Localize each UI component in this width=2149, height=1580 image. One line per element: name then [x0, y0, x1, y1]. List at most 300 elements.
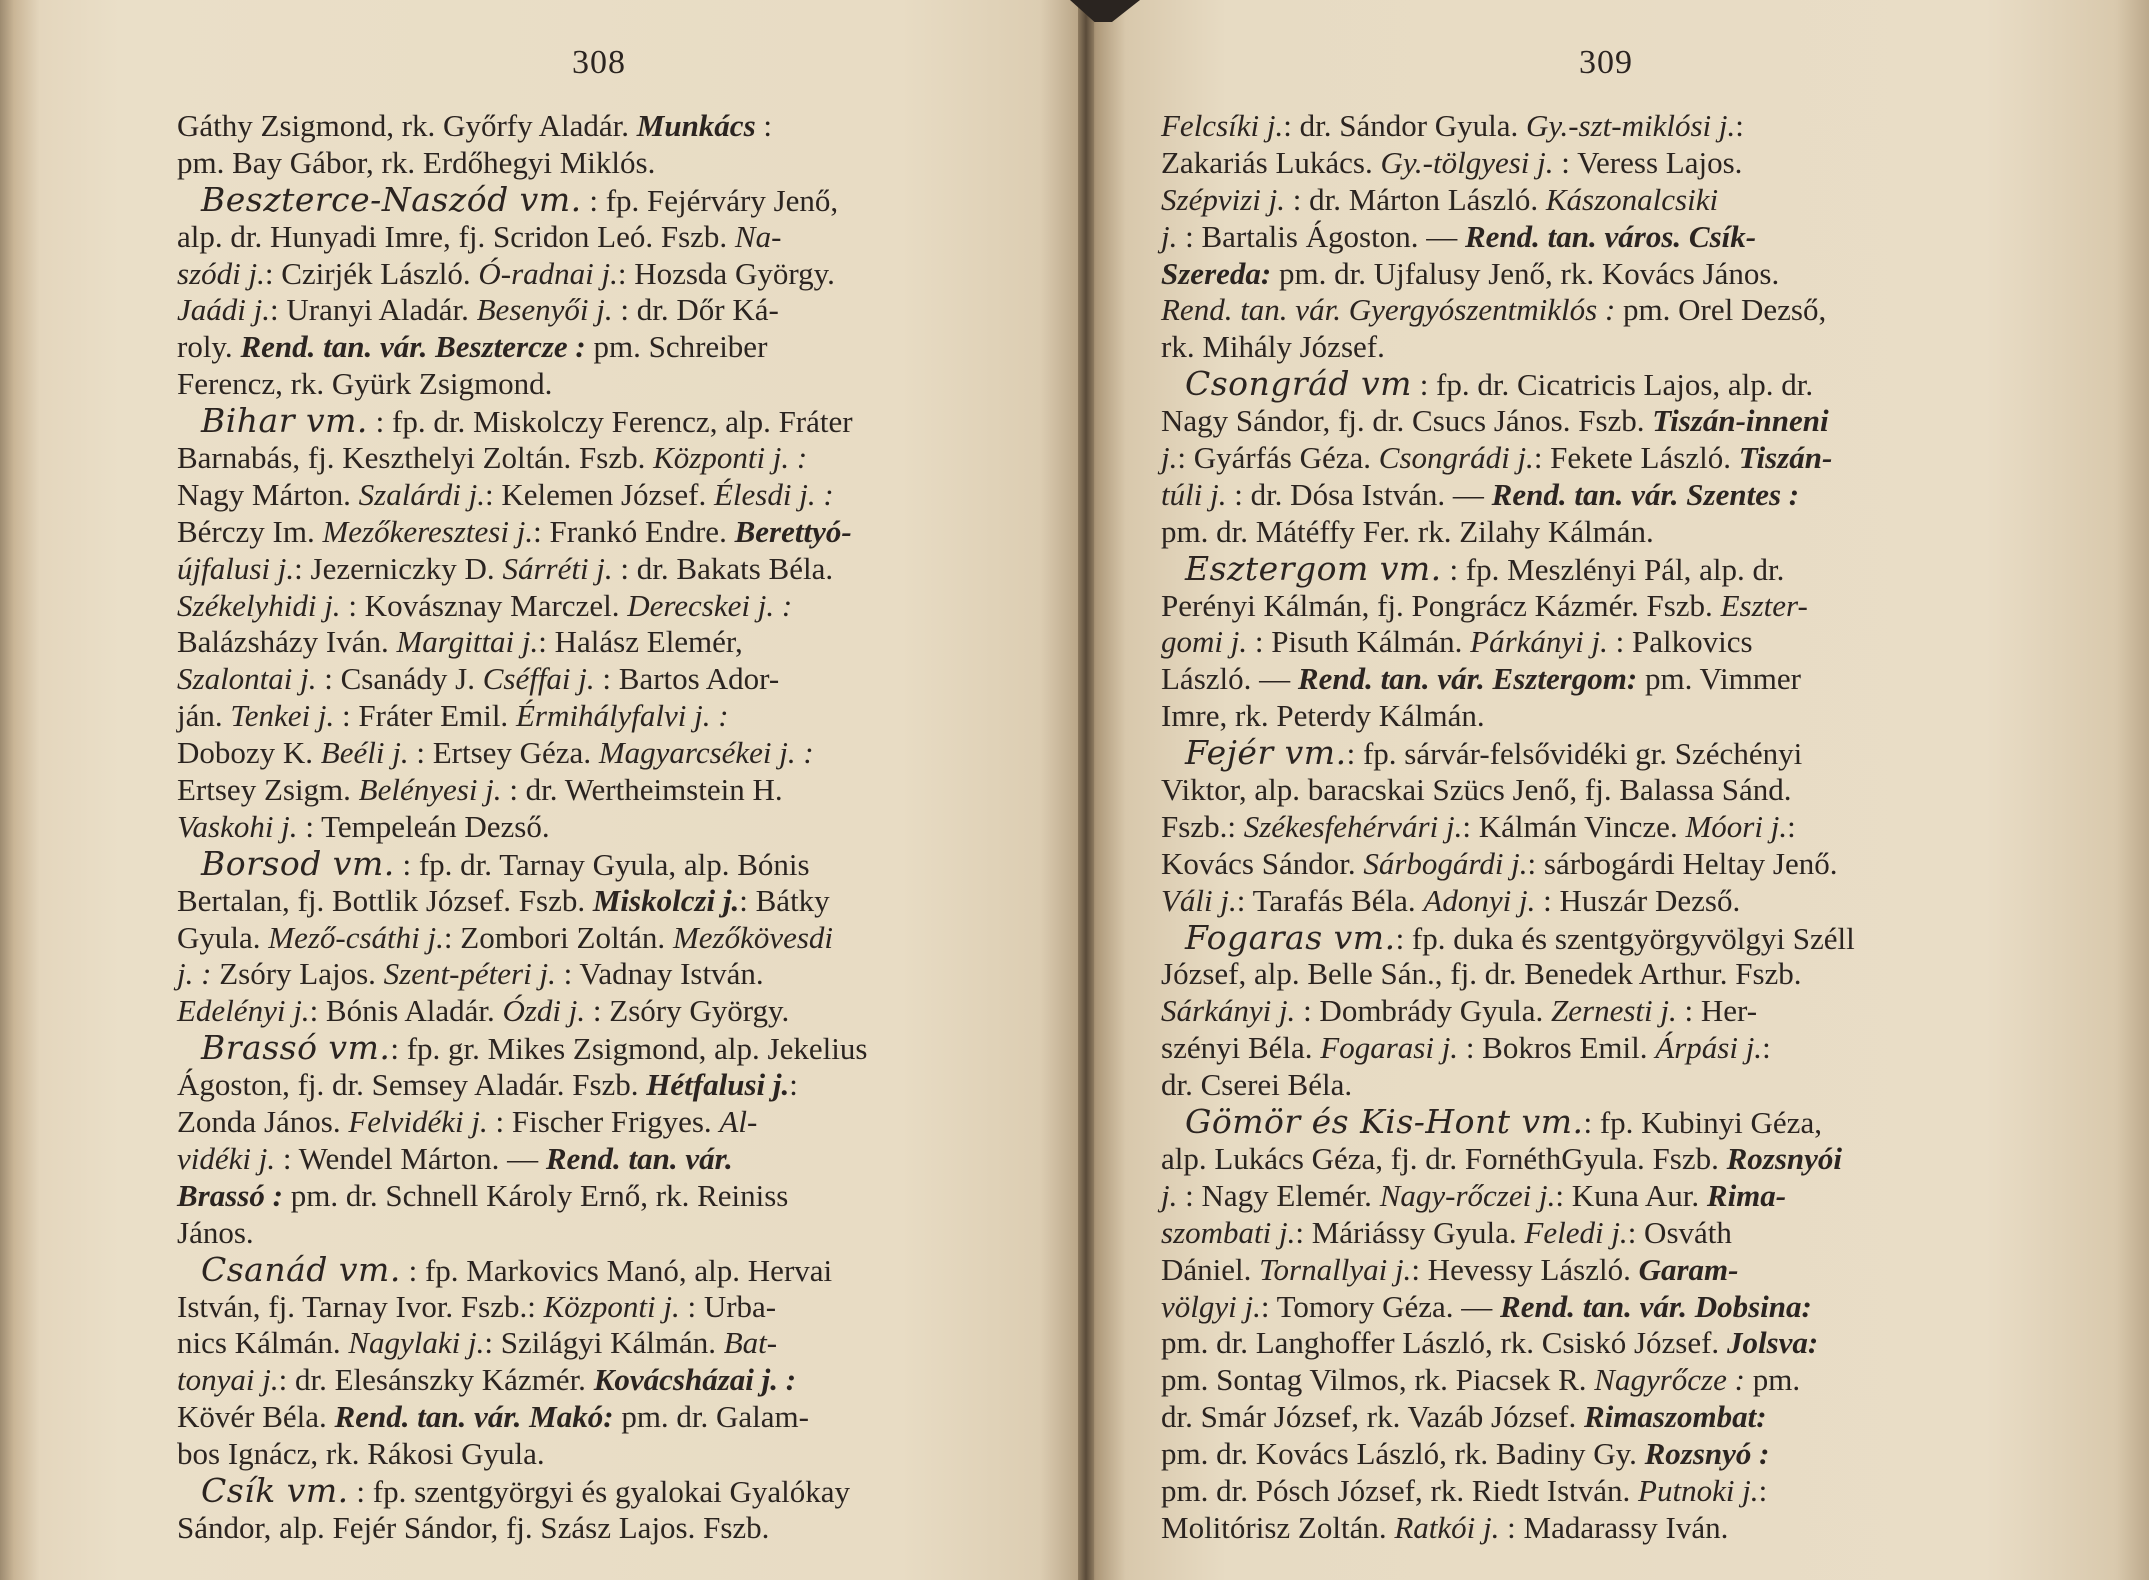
text-line [1161, 772, 1855, 809]
text-segment: Székesfehérvári j. [1243, 808, 1463, 844]
text-segment: Mezőkövesdi [672, 919, 834, 955]
text-segment: bos Ignácz, rk. Rákosi Gyula. [177, 1436, 545, 1472]
text-segment: Központi j. : [653, 440, 808, 476]
text-segment: : Bokros Emil. [1458, 1030, 1656, 1066]
text-line [1161, 108, 1855, 145]
text-line [177, 956, 867, 993]
text-segment: Párkányi j. [1470, 624, 1608, 660]
text-line [1161, 993, 1855, 1030]
text-line [1161, 956, 1855, 993]
text-segment: Felvidéki j. [348, 1104, 488, 1140]
text-segment: : Fischer Frigyes. [487, 1104, 720, 1140]
county-heading: Bihar vm. [201, 401, 368, 441]
text-segment: Miskolczi j. [592, 882, 740, 918]
text-line [177, 551, 867, 588]
text-segment: Szalárdi j. [358, 476, 485, 512]
text-segment: Zernesti j. [1551, 993, 1677, 1029]
text-segment: János. [177, 1214, 254, 1250]
text-segment: : Zsóry György. [585, 993, 790, 1029]
text-line [177, 735, 867, 772]
text-segment: Al- [719, 1104, 758, 1140]
text-segment: : Ertsey Géza. [408, 735, 599, 771]
text-segment: : Szilágyi Kálmán. [484, 1325, 724, 1361]
text-line [1161, 477, 1855, 514]
text-line [177, 1325, 867, 1362]
text-segment: Sándor, alp. Fejér Sándor, fj. Szász Lajos. Fszb. [177, 1509, 770, 1545]
text-line [177, 179, 867, 219]
text-segment: pm. dr. Kovács László, rk. Badiny Gy. [1161, 1436, 1645, 1472]
text-segment: : dr. Bakats Béla. [612, 550, 834, 586]
text-line [177, 1470, 867, 1510]
text-segment: pm. dr. Schnell Károly Ernő, rk. Reiniss [282, 1177, 789, 1213]
right-page [1086, 0, 2149, 1580]
text-segment: völgyi j. [1161, 1288, 1261, 1324]
text-segment: Szereda: [1161, 255, 1272, 291]
text-segment: : dr. Sándor Gyula. [1283, 108, 1527, 143]
text-segment: Rend. tan. vár. Szentes : [1491, 476, 1800, 512]
text-line [177, 1215, 867, 1252]
page-number: 308 [572, 44, 626, 81]
text-segment: alp. dr. Hunyadi Imre, fj. Scridon Leó. Fszb. [177, 218, 735, 254]
text-segment: : Zombori Zoltán. [443, 919, 673, 955]
text-line [177, 366, 867, 403]
text-segment: Ágoston, fj. dr. Semsey Aladár. Fszb. [177, 1067, 647, 1103]
text-segment: Központi j. [543, 1288, 680, 1324]
text-segment: : fp. dr. Miskolczy Ferencz, alp. Fráter [367, 404, 853, 440]
text-segment: Gy.-szt-miklósi j. [1526, 108, 1736, 143]
page-number: 309 [1579, 44, 1633, 81]
text-segment: : dr. Dőr Ká- [612, 292, 779, 328]
text-segment: pm. dr. Mátéffy Fer. rk. Zilahy Kálmán. [1161, 513, 1654, 549]
text-segment: Bérczy Im. [177, 513, 323, 549]
text-segment: : Fráter Emil. [334, 698, 516, 734]
text-segment: : Her- [1676, 993, 1758, 1029]
text-segment: : fp. sárvár-felsővidéki gr. Széchényi [1346, 736, 1803, 772]
text-segment: Berettyó- [734, 513, 852, 549]
text-line [1161, 1325, 1855, 1362]
text-line [177, 514, 867, 551]
page-text-block [1161, 108, 1855, 1547]
text-segment: : Gyárfás Géza. [1177, 440, 1379, 476]
text-segment: pm. Sontag Vilmos, rk. Piacsek R. [1161, 1362, 1595, 1398]
text-segment: Ózdi j. [502, 993, 586, 1029]
text-segment: Viktor, alp. baracskai Szücs Jenő, fj. Balassa Sánd. [1161, 772, 1792, 808]
text-segment: : Nagy Elemér. [1177, 1177, 1380, 1213]
text-segment: pm. dr. Ujfalusy Jenő, rk. Kovács János. [1271, 255, 1780, 291]
text-segment: : [1758, 1472, 1768, 1508]
text-segment: : Urba- [679, 1288, 777, 1324]
text-line [1161, 1510, 1855, 1547]
text-line [1161, 256, 1855, 293]
text-segment: Balázsházy Iván. [177, 624, 397, 660]
text-segment: szombati j. [1161, 1214, 1296, 1250]
text-segment: Jolsva: [1726, 1325, 1819, 1361]
text-segment: j. [1161, 1177, 1178, 1213]
text-line [177, 1289, 867, 1326]
text-segment: : Kovásznay Marczel. [340, 587, 628, 623]
text-segment: : fp. gr. Mikes Zsigmond, alp. Jekelius [390, 1031, 868, 1067]
text-segment: : Madarassy Iván. [1499, 1509, 1729, 1545]
county-heading: Fogaras vm. [1185, 917, 1396, 957]
county-heading: Gömör és Kis-Hont vm. [1185, 1102, 1584, 1142]
text-segment: Felcsíki j. [1161, 108, 1284, 143]
text-line [177, 1141, 867, 1178]
text-segment: : Kelemen József. [484, 476, 714, 512]
text-line [177, 1436, 867, 1473]
text-segment: Putnoki j. [1638, 1472, 1759, 1508]
text-segment: : Hozsda György. [617, 255, 835, 291]
text-line [177, 624, 867, 661]
text-segment: Ferencz, rk. Gyürk Zsigmond. [177, 366, 553, 402]
text-segment: tonyai j. [177, 1362, 279, 1398]
text-segment: : Kuna Aur. [1555, 1177, 1707, 1213]
text-line [1161, 1215, 1855, 1252]
text-line [177, 843, 867, 883]
text-line [1161, 698, 1855, 735]
text-line [1161, 588, 1855, 625]
text-line [1161, 548, 1855, 588]
text-segment: : dr. Wertheimstein H. [501, 772, 783, 808]
text-line [177, 477, 867, 514]
text-segment: Brassó : [177, 1177, 283, 1213]
text-line [1161, 292, 1855, 329]
text-segment: Rimaszombat: [1583, 1399, 1767, 1435]
text-segment: Móori j. [1685, 808, 1788, 844]
text-segment: Nagylaki j. [348, 1325, 485, 1361]
text-segment: : Osváth [1627, 1214, 1732, 1250]
text-segment: Munkács [636, 108, 756, 143]
text-segment: : Kálmán Vincze. [1462, 808, 1686, 844]
text-segment: Ertsey Zsigm. [177, 772, 359, 808]
text-line [1161, 1030, 1855, 1067]
text-line [1161, 883, 1855, 920]
text-segment: Rend. tan. vár. Gyergyószentmiklós : [1161, 292, 1616, 328]
text-segment: pm. dr. Galam- [613, 1399, 809, 1435]
text-line [177, 219, 867, 256]
text-segment: : Palkovics [1607, 624, 1753, 660]
county-heading: Borsod vm. [201, 843, 395, 883]
text-line [1161, 661, 1855, 698]
text-segment: : Tarafás Béla. [1236, 882, 1424, 918]
text-segment: alp. Lukács Géza, fj. dr. FornéthGyula. Fszb. [1161, 1140, 1727, 1176]
text-line [177, 1362, 867, 1399]
text-segment: : Czirjék László. [264, 255, 479, 291]
text-segment: Beéli j. [320, 735, 409, 771]
text-segment: : Csanády J. [316, 661, 483, 697]
text-segment: : [1762, 1030, 1771, 1066]
text-segment: : fp. Fejérváry Jenő, [581, 182, 839, 218]
text-line [177, 1104, 867, 1141]
text-segment: Szent-péteri j. [383, 956, 556, 992]
text-line [177, 809, 867, 846]
page-text-block [177, 108, 867, 1547]
text-line [1161, 329, 1855, 366]
text-line [177, 661, 867, 698]
text-segment: vidéki j. [177, 1140, 276, 1176]
text-line [177, 1178, 867, 1215]
text-line [1161, 1067, 1855, 1104]
text-segment: pm. dr. Pósch József, rk. Riedt István. [1161, 1472, 1639, 1508]
text-segment: : Pisuth Kálmán. [1247, 624, 1471, 660]
text-segment: gomi j. [1161, 624, 1248, 660]
text-line [177, 883, 867, 920]
text-segment: Élesdi j. : [713, 476, 834, 512]
text-segment: Nagy Sándor, fj. dr. Csucs János. Fszb. [1161, 403, 1653, 439]
text-line [1161, 1104, 1855, 1141]
text-line [1161, 440, 1855, 477]
text-segment: Székelyhidi j. [177, 587, 341, 623]
text-segment: rk. Mihály József. [1161, 329, 1385, 365]
county-heading: Csík vm. [201, 1470, 349, 1510]
text-segment: Belényesi j. [358, 772, 502, 808]
text-segment: Rend. tan. vár. Makó: [334, 1399, 614, 1435]
county-heading: Esztergom vm. [1185, 548, 1442, 588]
text-segment: Gy.-tölgyesi j. [1380, 144, 1554, 180]
text-segment: pm. Schreiber [585, 329, 768, 365]
text-segment: Kovácsházai j. : [593, 1362, 797, 1398]
text-segment: pm. Bay Gábor, rk. Erdőhegyi Miklós. [177, 144, 656, 180]
text-segment: Nagyrőcze : [1594, 1362, 1745, 1398]
text-segment: : Bartalis Ágoston. — [1177, 218, 1465, 254]
text-line [177, 145, 867, 182]
text-segment: Sárbogárdi j. [1363, 845, 1528, 881]
text-line [177, 440, 867, 477]
text-segment: Ó-radnai j. [478, 255, 618, 291]
text-segment: Besenyői j. [476, 292, 613, 328]
text-segment: Bat- [723, 1325, 778, 1361]
text-segment: pm. [1744, 1362, 1801, 1398]
text-line [177, 1399, 867, 1436]
text-line [177, 698, 867, 735]
text-line [177, 1510, 867, 1547]
text-segment: József, alp. Belle Sán., fj. dr. Benedek Arthur. Fszb. [1161, 956, 1802, 992]
text-segment: Rend. tan. város. Csík- [1464, 218, 1757, 254]
text-segment: Árpási j. [1655, 1030, 1763, 1066]
text-segment: Szalontai j. [177, 661, 317, 697]
text-line [177, 292, 867, 329]
text-segment: István, fj. Tarnay Ivor. Fszb.: [177, 1288, 544, 1324]
text-segment: Tiszán- [1738, 440, 1833, 476]
text-segment: Fszb.: [1161, 808, 1244, 844]
text-segment: Imre, rk. Peterdy Kálmán. [1161, 698, 1485, 734]
text-line [1161, 846, 1855, 883]
text-segment: : [1735, 108, 1744, 143]
text-segment: : Hevessy László. [1411, 1251, 1639, 1287]
text-segment: j. [1161, 440, 1178, 476]
text-segment: Derecskei j. : [627, 587, 793, 623]
text-line [177, 403, 867, 440]
text-line [1161, 1436, 1855, 1473]
text-segment: : dr. Márton László. [1285, 181, 1546, 217]
text-line [177, 1067, 867, 1104]
text-segment: Váli j. [1161, 882, 1237, 918]
text-segment: Rend. tan. vár. Dobsina: [1500, 1288, 1812, 1324]
text-segment: Tornallyai j. [1259, 1251, 1412, 1287]
text-segment: : fp. Markovics Manó, alp. Hervai [400, 1252, 833, 1288]
text-line [1161, 219, 1855, 256]
text-segment: dr. Smár József, rk. Vazáb József. [1161, 1399, 1584, 1435]
text-line [1161, 1289, 1855, 1326]
text-segment: : [755, 108, 773, 143]
text-segment: : Tempeleán Dezső. [297, 808, 550, 844]
text-segment: Edelényi j. [177, 993, 310, 1029]
text-segment: : [1787, 808, 1796, 844]
text-segment: újfalusi j. [177, 550, 295, 586]
text-line [1161, 735, 1855, 772]
text-segment: Na- [734, 218, 782, 254]
text-line [1161, 1362, 1855, 1399]
text-segment: Cséffai j. [482, 661, 595, 697]
text-line [1161, 403, 1855, 440]
book-gutter [1078, 0, 1094, 1580]
text-segment: Tenkei j. [230, 698, 335, 734]
text-segment: Bertalan, fj. Bottlik József. Fszb. [177, 882, 593, 918]
text-segment: : Tomory Géza. — [1260, 1288, 1501, 1324]
county-heading: Csongrád vm [1185, 364, 1412, 404]
text-segment: : Frankó Endre. [533, 513, 735, 549]
text-line [1161, 624, 1855, 661]
text-segment: Rend. tan. vár. Besztercze : [240, 329, 586, 365]
text-segment: Rima- [1706, 1177, 1787, 1213]
text-segment: : fp. duka és szentgyörgyvölgyi Széll [1395, 920, 1855, 956]
text-line [177, 588, 867, 625]
text-segment: : fp. Kubinyi Géza, [1583, 1105, 1822, 1141]
text-segment: roly. [177, 329, 241, 365]
text-segment: j. : [177, 956, 212, 992]
text-line [1161, 1399, 1855, 1436]
text-segment: Margittai j. [396, 624, 539, 660]
text-line [177, 920, 867, 957]
text-segment: : Fekete László. [1533, 440, 1739, 476]
text-segment: : fp. dr. Tarnay Gyula, alp. Bónis [394, 846, 810, 882]
text-line [1161, 1178, 1855, 1215]
text-line [177, 772, 867, 809]
text-segment: Tiszán-inneni [1652, 403, 1829, 439]
text-segment: Rend. tan. vár. Esztergom: [1297, 661, 1638, 697]
text-segment: : Wendel Márton. — [275, 1140, 546, 1176]
text-segment: Ratkói j. [1394, 1509, 1500, 1545]
text-segment: Sárréti j. [502, 550, 613, 586]
text-segment: Kovács Sándor. [1161, 845, 1364, 881]
text-line [177, 256, 867, 293]
text-line [1161, 917, 1855, 957]
text-segment: Eszter- [1720, 587, 1808, 623]
text-segment: Mező-csáthi j. [268, 919, 444, 955]
text-segment: Dániel. [1161, 1251, 1260, 1287]
text-segment: : Vadnay István. [555, 956, 764, 992]
text-segment: Adonyi j. [1423, 882, 1536, 918]
text-segment: pm. Orel Dezső, [1615, 292, 1827, 328]
text-segment: : Bónis Aladár. [309, 993, 503, 1029]
text-segment: Barnabás, fj. Keszthelyi Zoltán. Fszb. [177, 440, 654, 476]
text-segment: : Veress Lajos. [1553, 144, 1743, 180]
text-segment: Kövér Béla. [177, 1399, 335, 1435]
text-segment: : sárbogárdi Heltay Jenő. [1527, 845, 1838, 881]
text-line [1161, 514, 1855, 551]
county-heading: Brassó vm. [201, 1028, 391, 1068]
text-segment: : Jezerniczky D. [294, 550, 503, 586]
text-segment: : Máriássy Gyula. [1295, 1214, 1525, 1250]
text-segment: Csongrádi j. [1378, 440, 1534, 476]
text-segment: : fp. dr. Cicatricis Lajos, alp. dr. [1411, 367, 1814, 403]
text-segment: Kászonalcsiki [1545, 181, 1719, 217]
text-line [177, 329, 867, 366]
text-segment: Zakariás Lukács. [1161, 144, 1381, 180]
county-heading: Beszterce-Naszód vm. [201, 179, 582, 219]
text-line [1161, 809, 1855, 846]
text-segment: Rozsnyó : [1644, 1436, 1770, 1472]
text-segment: : Huszár Dezső. [1535, 882, 1741, 918]
text-segment: Magyarcsékei j. : [598, 735, 814, 771]
text-line [177, 1030, 867, 1067]
text-segment: Fogarasi j. [1320, 1030, 1459, 1066]
text-segment: j. [1161, 218, 1178, 254]
text-segment: dr. Cserei Béla. [1161, 1067, 1353, 1103]
text-segment: Zsóry Lajos. [211, 956, 384, 992]
text-segment: Jaádi j. [177, 292, 270, 328]
text-segment: Gáthy Zsigmond, rk. Győrfy Aladár. [177, 108, 637, 143]
text-segment: Mezőkeresztesi j. [322, 513, 534, 549]
text-segment: : Uranyi Aladár. [270, 292, 477, 328]
text-segment: Zonda János. [177, 1104, 349, 1140]
text-segment: Nagy Márton. [177, 476, 359, 512]
text-segment: pm. Vimmer [1637, 661, 1801, 697]
text-segment: Dobozy K. [177, 735, 321, 771]
text-segment: : Halász Elemér, [538, 624, 743, 660]
text-line [177, 993, 867, 1030]
text-segment: Nagy-rőczei j. [1379, 1177, 1556, 1213]
text-segment: Hétfalusi j. [646, 1067, 790, 1103]
text-segment: ján. [177, 698, 231, 734]
text-segment: Rozsnyói [1726, 1140, 1843, 1176]
text-segment: Perényi Kálmán, fj. Pongrácz Kázmér. Fszb. [1161, 587, 1721, 623]
text-segment: : [789, 1067, 798, 1103]
text-segment: pm. dr. Langhoffer László, rk. Csiskó József. [1161, 1325, 1727, 1361]
text-segment: : dr. Dósa István. — [1226, 476, 1492, 512]
text-segment: : dr. Elesánszky Kázmér. [278, 1362, 594, 1398]
text-segment: Érmihályfalvi j. : [515, 698, 729, 734]
text-segment: nics Kálmán. [177, 1325, 349, 1361]
text-segment: Szépvizi j. [1161, 181, 1285, 217]
text-segment: Garam- [1638, 1251, 1739, 1287]
county-heading: Fejér vm. [1185, 733, 1347, 773]
text-line [1161, 366, 1855, 403]
text-segment: Molitórisz Zoltán. [1161, 1509, 1395, 1545]
text-segment: Rend. tan. vár. [545, 1140, 733, 1176]
text-line [177, 108, 867, 145]
text-segment: : Bátky [739, 882, 830, 918]
text-segment: : Bartos Ador- [594, 661, 780, 697]
text-line [1161, 1473, 1855, 1510]
text-line [177, 1249, 867, 1289]
text-segment: Gyula. [177, 919, 269, 955]
text-segment: : fp. Meszlényi Pál, alp. dr. [1441, 551, 1785, 587]
text-segment: László. — [1161, 661, 1298, 697]
text-line [1161, 1141, 1855, 1178]
text-segment: : Dombrády Gyula. [1295, 993, 1552, 1029]
text-segment: : fp. szentgyörgyi és gyalokai Gyalókay [348, 1473, 850, 1509]
text-segment: szényi Béla. [1161, 1030, 1321, 1066]
text-segment: Vaskohi j. [177, 808, 298, 844]
county-heading: Csanád vm. [201, 1249, 401, 1289]
text-segment: szódi j. [177, 255, 265, 291]
text-segment: túli j. [1161, 476, 1227, 512]
text-line [1161, 182, 1855, 219]
text-segment: Sárkányi j. [1161, 993, 1296, 1029]
text-segment: Feledi j. [1524, 1214, 1628, 1250]
text-line [1161, 145, 1855, 182]
text-line [1161, 1252, 1855, 1289]
